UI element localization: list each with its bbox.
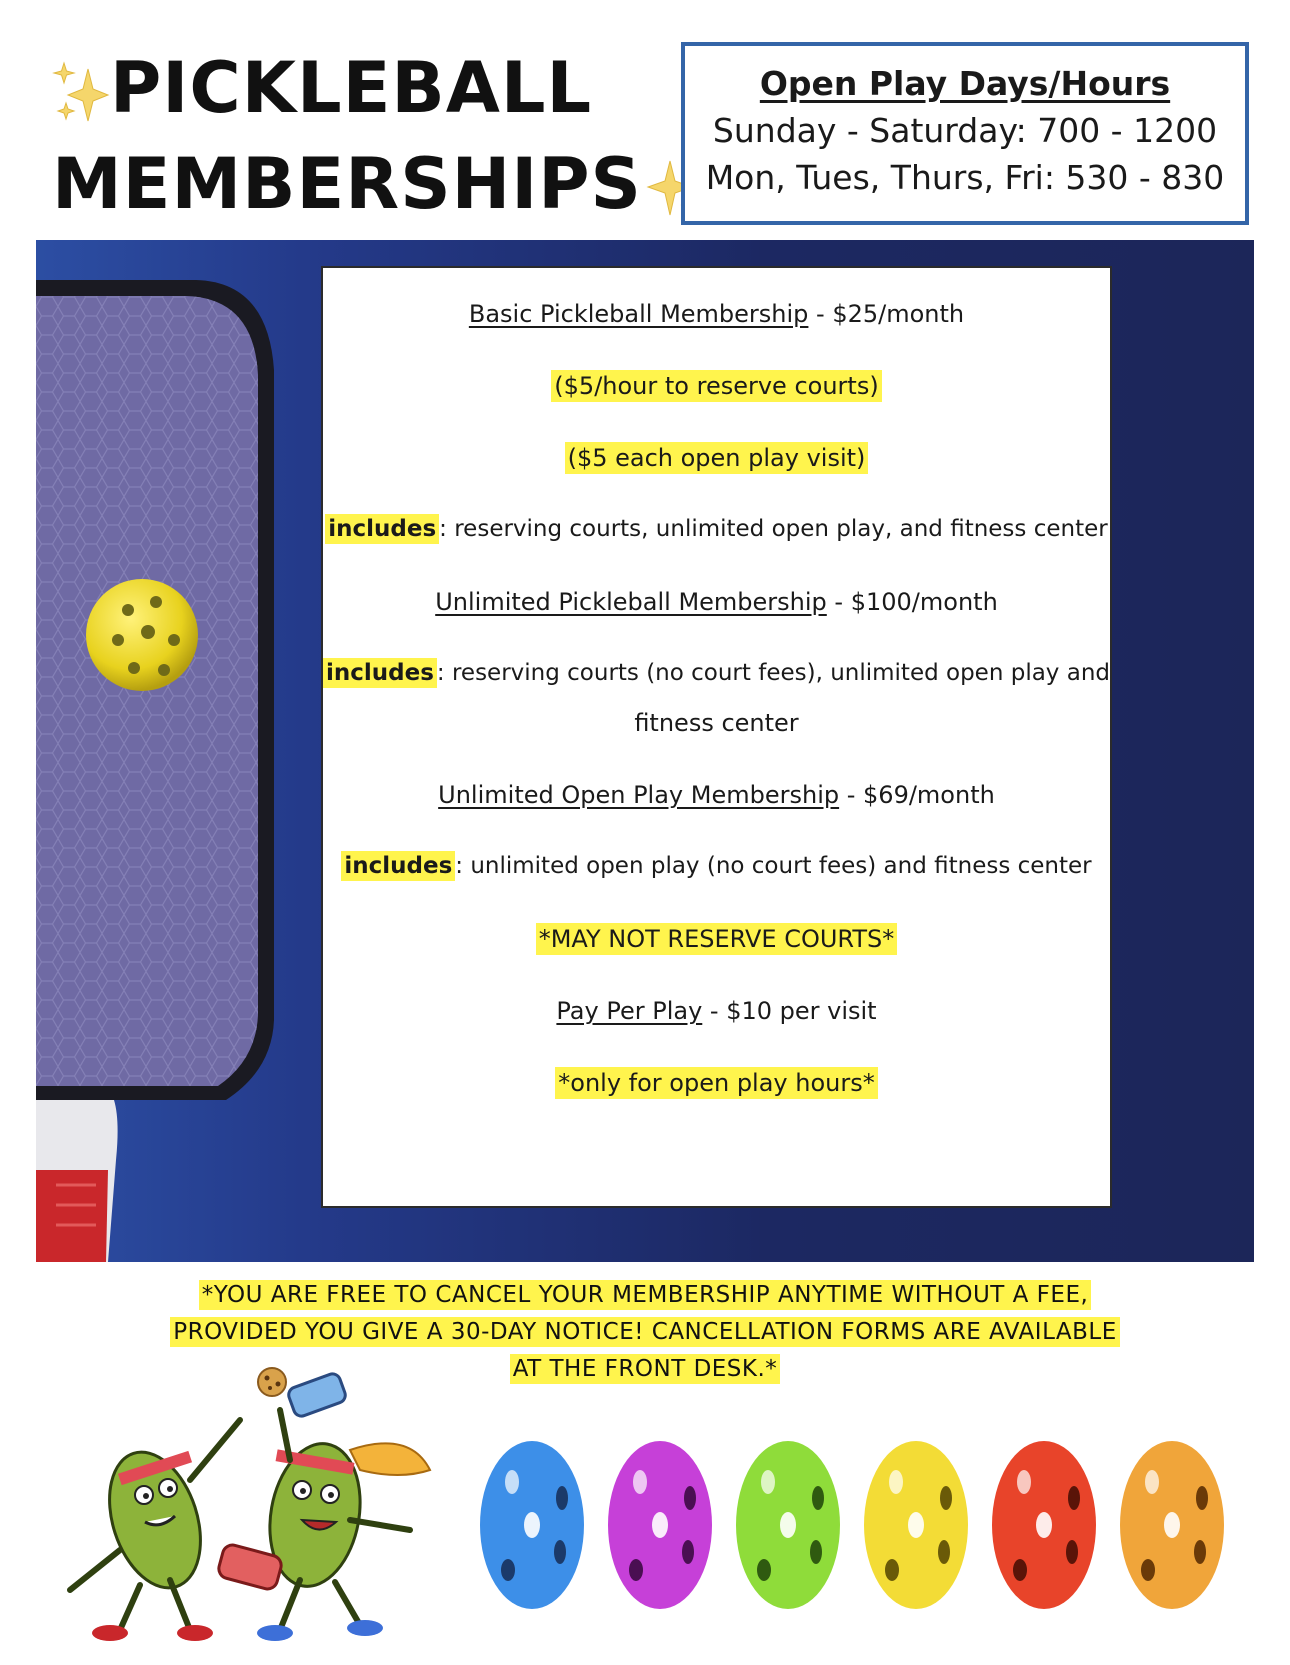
unlimited-includes-row-2 — [323, 709, 1110, 737]
basic-includes-text: : reserving courts, unlimited open play, and fitness center — [439, 516, 1108, 542]
open-play-hours-line-2: Mon, Tues, Thurs, Fri: 530 - 830 — [705, 158, 1225, 197]
unlimited-membership-row — [323, 588, 1110, 616]
open-play-hours-box — [681, 42, 1249, 225]
unlimited-membership-name: Unlimited Pickleball Membership — [435, 588, 827, 616]
pickleball-red-icon — [992, 1441, 1096, 1609]
basic-court-fee-row — [323, 372, 1110, 400]
pickleball-blue-icon — [480, 1441, 584, 1609]
open-play-warning-row — [323, 925, 1110, 953]
notice-line-3: AT THE FRONT DESK.* — [510, 1354, 781, 1384]
pickle-characters-illustration — [40, 1350, 470, 1650]
pickleball-orange-icon — [1120, 1441, 1224, 1609]
open-play-warning: *MAY NOT RESERVE COURTS* — [536, 923, 898, 955]
open-play-includes-row — [323, 853, 1110, 879]
notice-line-1: *YOU ARE FREE TO CANCEL YOUR MEMBERSHIP ANYTIME WITHOUT A FEE, — [199, 1280, 1092, 1310]
basic-membership-row — [323, 300, 1110, 328]
open-play-includes-text: : unlimited open play (no court fees) and fitness center — [455, 853, 1092, 879]
page-title — [52, 40, 672, 232]
title-line-1 — [52, 40, 672, 136]
pay-per-play-row — [323, 997, 1110, 1025]
unlimited-includes-text-2: fitness center — [634, 709, 799, 737]
basic-membership-name: Basic Pickleball Membership — [468, 300, 809, 328]
pickleballs-row-illustration — [470, 1420, 1260, 1630]
pay-per-play-name: Pay Per Play — [556, 997, 703, 1025]
open-play-membership-name: Unlimited Open Play Membership — [438, 781, 840, 809]
title-line-2 — [52, 136, 672, 232]
open-play-membership-row — [323, 781, 1110, 809]
membership-card — [321, 266, 1112, 1208]
basic-court-fee-note: ($5/hour to reserve courts) — [551, 370, 881, 402]
unlimited-includes-row — [323, 660, 1110, 686]
pickleball-green-icon — [736, 1441, 840, 1609]
basic-includes-row — [323, 516, 1110, 542]
membership-panel — [36, 240, 1254, 1262]
title-text-1: PICKLEBALL — [110, 47, 593, 129]
pay-per-play-note-row — [323, 1069, 1110, 1097]
open-play-includes-label: includes — [341, 851, 455, 881]
unlimited-includes-text: : reserving courts (no court fees), unlimited open play and — [436, 660, 1110, 686]
unlimited-includes-label: includes — [323, 658, 437, 688]
basic-membership-price: - $25/month — [808, 300, 965, 328]
open-play-hours-title: Open Play Days/Hours — [759, 64, 1171, 103]
pickleball-paddle-icon — [36, 240, 336, 1262]
sparkle-icon — [52, 61, 110, 125]
pay-per-play-price: - $10 per visit — [702, 997, 877, 1025]
open-play-hours-line-1: Sunday - Saturday: 700 - 1200 — [712, 111, 1218, 150]
title-text-2: MEMBERSHIPS — [52, 143, 642, 225]
basic-visit-fee-note: ($5 each open play visit) — [565, 442, 869, 474]
basic-includes-label: includes — [325, 514, 439, 544]
unlimited-membership-price: - $100/month — [826, 588, 998, 616]
notice-line-2: PROVIDED YOU GIVE A 30-DAY NOTICE! CANCELLATION FORMS ARE AVAILABLE — [170, 1317, 1120, 1347]
basic-visit-fee-row — [323, 444, 1110, 472]
pickleball-purple-icon — [608, 1441, 712, 1609]
pickleball-yellow-icon — [864, 1441, 968, 1609]
pay-per-play-note: *only for open play hours* — [555, 1067, 877, 1099]
open-play-membership-price: - $69/month — [839, 781, 995, 809]
